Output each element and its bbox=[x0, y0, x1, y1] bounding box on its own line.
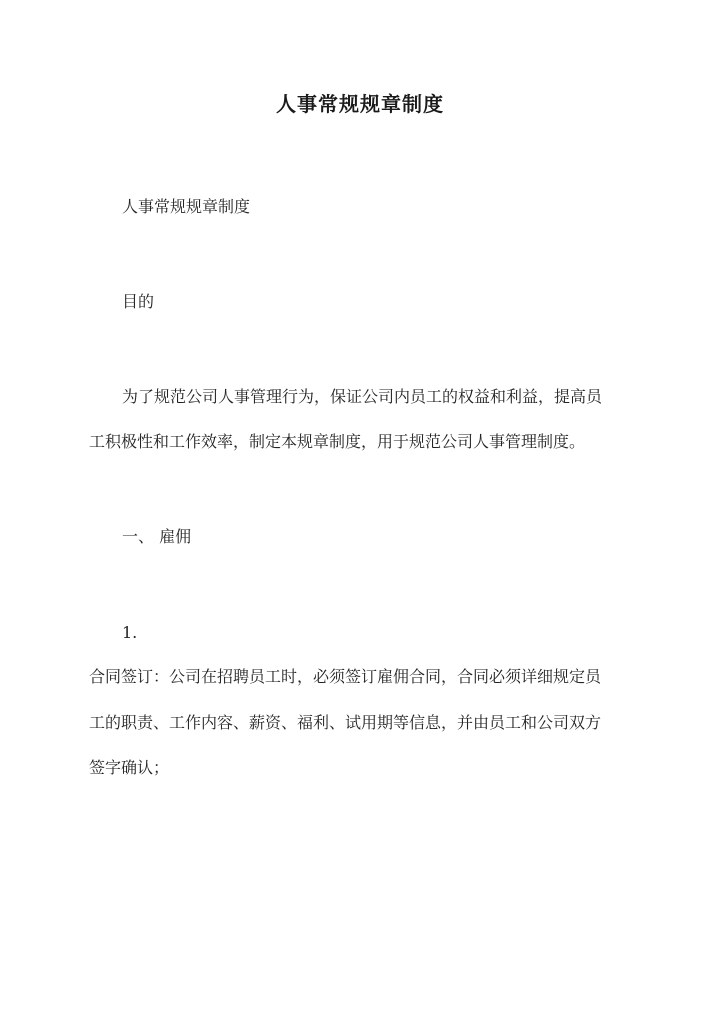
section-1-heading: 一、 雇佣 bbox=[122, 527, 192, 546]
section-1-item-1-number: 1. bbox=[122, 623, 138, 642]
purpose-text-line-2: 工积极性和工作效率，制定本规章制度，用于规范公司人事管理制度。 bbox=[89, 432, 586, 451]
section-1-item-1-line-3: 签字确认； bbox=[89, 758, 170, 777]
purpose-heading: 目的 bbox=[122, 292, 155, 311]
document-subtitle: 人事常规规章制度 bbox=[122, 197, 251, 216]
section-1-item-1-line-1: 合同签订：公司在招聘员工时，必须签订雇佣合同，合同必须详细规定员 bbox=[89, 667, 602, 686]
section-1-item-1-line-2: 工的职责、工作内容、薪资、福利、试用期等信息，并由员工和公司双方 bbox=[89, 713, 602, 732]
document-title: 人事常规规章制度 bbox=[276, 92, 444, 116]
purpose-text-line-1: 为了规范公司人事管理行为，保证公司内员工的权益和利益，提高员 bbox=[122, 387, 603, 406]
